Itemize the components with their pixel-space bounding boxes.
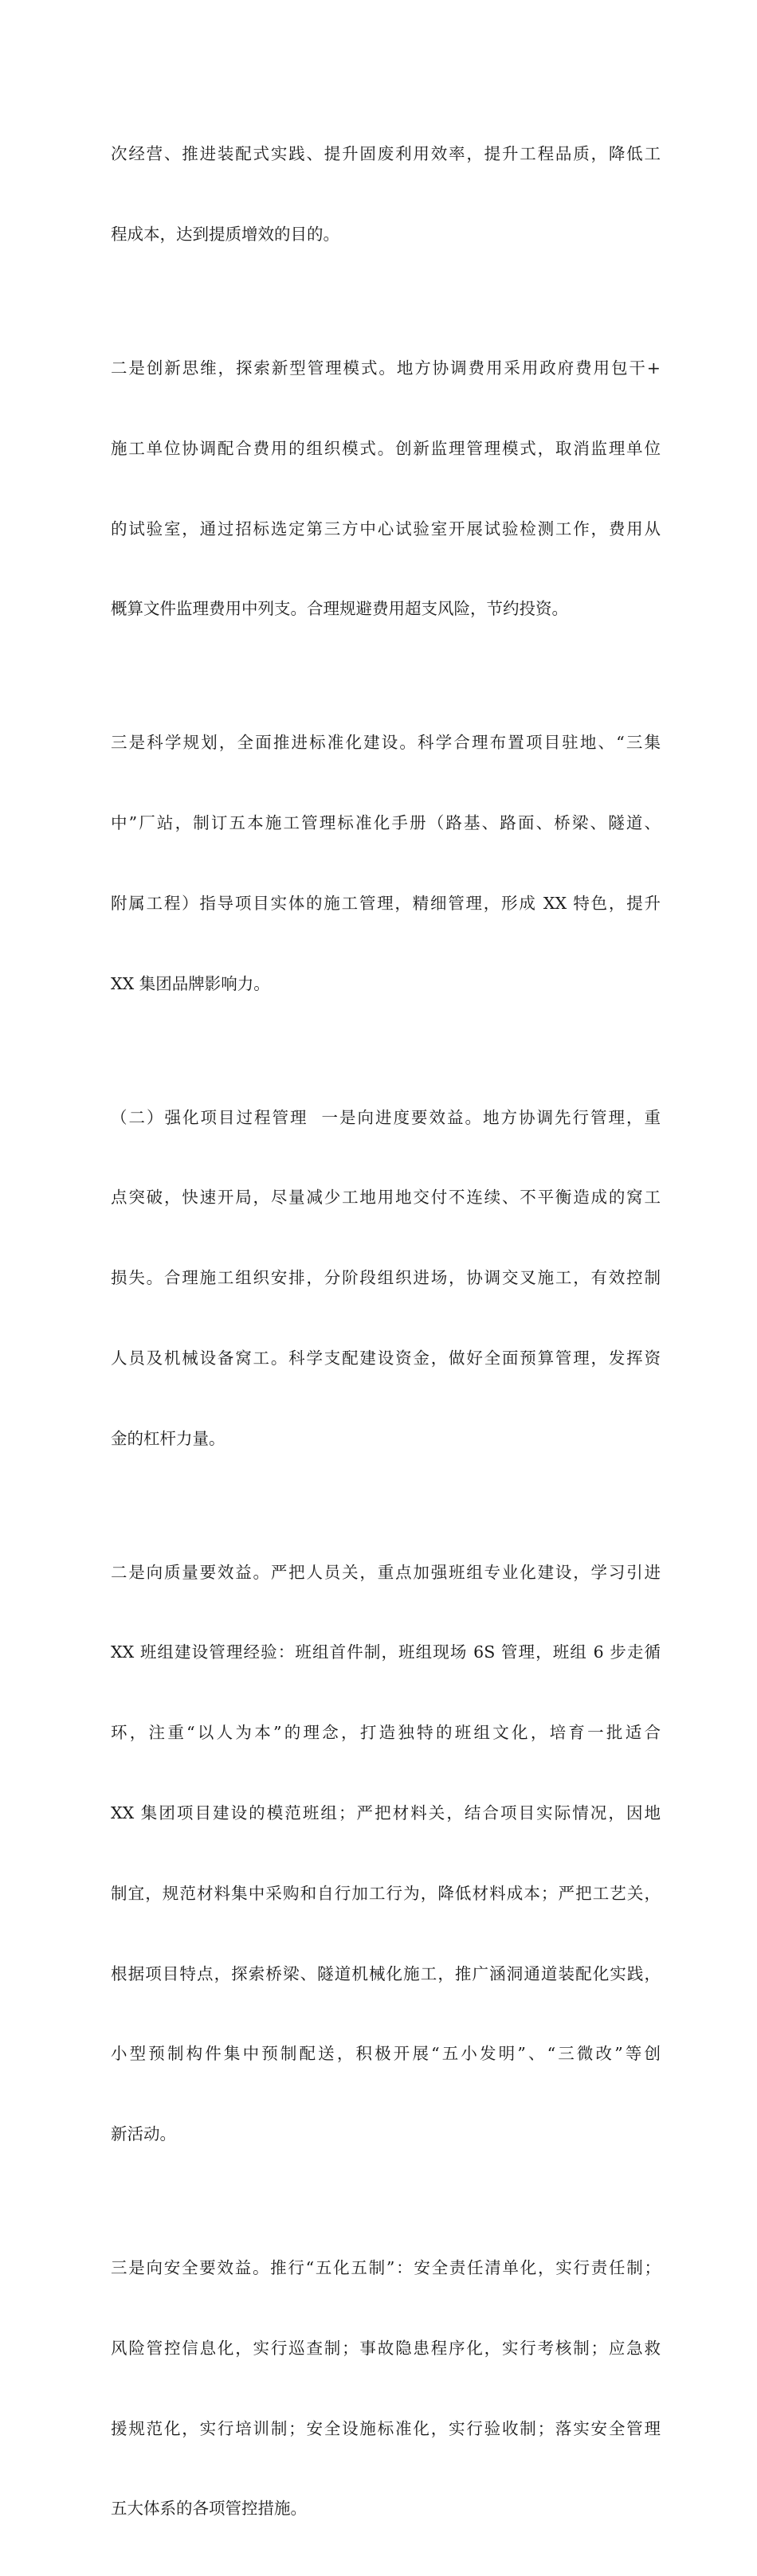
text-line: 概算文件监理费用中列支。合理规避费用超支风险，节约投资。	[111, 599, 568, 619]
text-line: 人员及机械设备窝工。科学支配建设资金，做好全面预算管理，发挥资	[111, 1348, 661, 1368]
text-line: 中”厂站，制订五本施工管理标准化手册（路基、路面、桥梁、隧道、	[111, 813, 661, 833]
text-line: 损失。合理施工组织安排，分阶段组织进场，协调交叉施工，有效控制	[111, 1268, 661, 1288]
text-line: XX 班组建设管理经验：班组首件制，班组现场 6S 管理，班组 6 步走循	[111, 1642, 661, 1662]
text-line: 施工单位协调配合费用的组织模式。创新监理管理模式，取消监理单位	[111, 438, 661, 458]
paragraph-quality	[111, 1505, 661, 2201]
text-line: 程成本，达到提质增效的目的。	[111, 224, 339, 244]
text-line: 三是向安全要效益。推行“五化五制”：安全责任清单化，实行责任制；	[111, 2258, 661, 2278]
text-line: XX 集团品牌影响力。	[111, 973, 270, 993]
paragraph-standardization	[111, 676, 661, 1051]
text-line: 五大体系的各项管控措施。	[111, 2499, 307, 2519]
text-line: 二是创新思维，探索新型管理模式。地方协调费用采用政府费用包干+	[111, 358, 661, 378]
text-line: 新活动。	[111, 2124, 176, 2144]
text-line: 金的杠杆力量。	[111, 1428, 226, 1448]
text-line: 制宜，规范材料集中采购和自行加工行为，降低材料成本；严把工艺关，	[111, 1883, 661, 1903]
paragraph-innovation	[111, 302, 661, 676]
text-line: （二）强化项目过程管理 一是向进度要效益。地方协调先行管理，重	[111, 1107, 661, 1127]
document-page	[111, 88, 661, 2576]
text-line: 风险管控信息化，实行巡查制；事故隐患程序化，实行考核制；应急救	[111, 2338, 661, 2358]
paragraph-process-management	[111, 1051, 661, 1505]
text-line: XX 集团项目建设的模范班组；严把材料关，结合项目实际情况，因地	[111, 1803, 661, 1822]
text-line: 小型预制构件集中预制配送，积极开展“五小发明”、“三微改”等创	[111, 2044, 661, 2064]
text-line: 三是科学规划，全面推进标准化建设。科学合理布置项目驻地、“三集	[111, 733, 661, 753]
text-line: 附属工程）指导项目实体的施工管理，精细管理，形成 XX 特色，提升	[111, 893, 661, 913]
text-line: 二是向质量要效益。严把人员关，重点加强班组专业化建设，学习引进	[111, 1562, 661, 1582]
paragraph-continuation	[111, 88, 661, 302]
text-line: 点突破，快速开局，尽量减少工地用地交付不连续、不平衡造成的窝工	[111, 1188, 661, 1208]
text-line: 次经营、推进装配式实践、提升固废利用效率，提升工程品质，降低工	[111, 144, 661, 164]
text-line: 援规范化，实行培训制；安全设施标准化，实行验收制；落实安全管理	[111, 2418, 661, 2438]
text-line: 根据项目特点，探索桥梁、隧道机械化施工，推广涵洞通道装配化实践，	[111, 1963, 661, 1983]
paragraph-safety	[111, 2202, 661, 2576]
text-line: 环，注重“以人为本”的理念，打造独特的班组文化，培育一批适合	[111, 1723, 661, 1743]
text-line: 的试验室，通过招标选定第三方中心试验室开展试验检测工作，费用从	[111, 519, 661, 538]
